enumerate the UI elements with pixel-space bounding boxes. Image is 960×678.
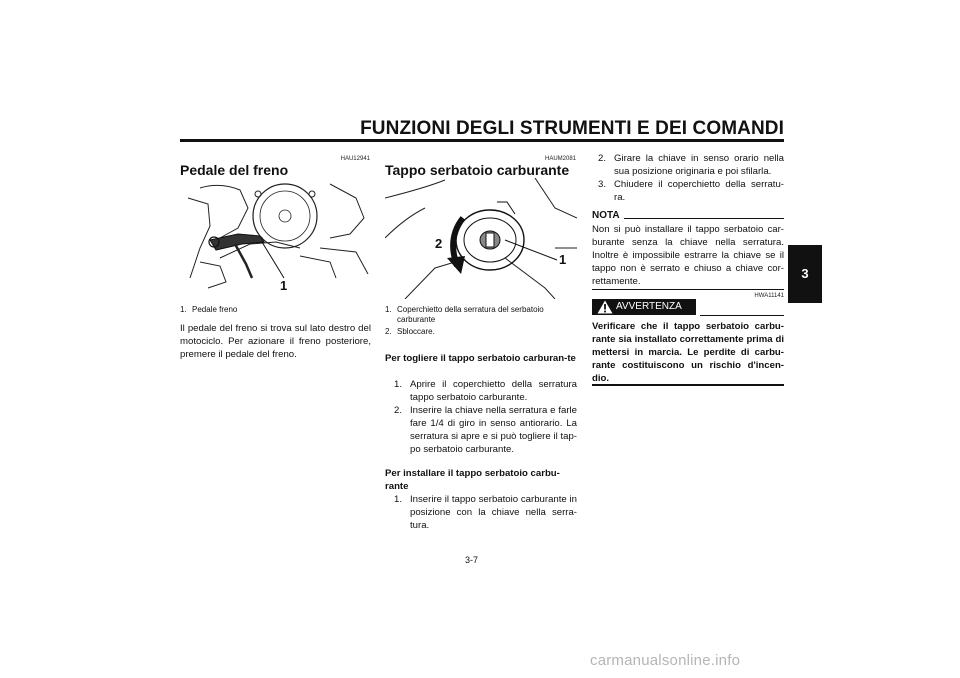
warning-triangle-icon (597, 300, 613, 314)
step-text: Girare la chiave in senso orario nella sua posizione originaria e poi sfilarla. (614, 153, 784, 177)
fuel-cap-figure (385, 178, 577, 299)
step-number: 1. (394, 379, 403, 390)
warning-end-rule (592, 384, 784, 386)
subheading-remove-cap: Per togliere il tappo serbatoio carburan-te (385, 353, 576, 364)
figure-caption (180, 305, 370, 315)
step-text: Inserire la chiave nella serratura e farle fare 1/4 di giro in senso antiorario. La serratura si apre e si può togliere il tap-po serbatoio carburante. (410, 405, 577, 455)
caption-number: 1. (385, 305, 392, 314)
warning-text: Verificare che il tappo serbatoio carbu-rante sia installato correttamente prima di mettersi in marcia. Le perdite di carbu-rante costituiscono un rischio d'incen-dio. (592, 321, 784, 384)
step-number: 3. (598, 179, 607, 190)
brake-pedal-paragraph: Il pedale del freno si trova sul lato destro del motociclo. Per azionare il freno posteriore, premere il pedale del freno. (180, 323, 371, 360)
step-number: 1. (394, 494, 403, 505)
page-number: 3-7 (465, 555, 479, 565)
section-title-brake-pedal: Pedale del freno (180, 162, 289, 178)
caption-number: 1. (180, 305, 187, 314)
watermark: carmanualsonline.info (590, 652, 741, 669)
caption-number: 2. (385, 327, 392, 336)
remove-steps (394, 378, 577, 456)
install-steps (394, 493, 577, 532)
chapter-tab: 3 (788, 245, 822, 303)
figure-callout-2: 2 (435, 236, 443, 251)
section-title-fuel-cap: Tappo serbatoio carburante (385, 162, 570, 178)
step-item (394, 493, 577, 532)
section-code: HAUM2081 (544, 156, 576, 162)
step-text: Chiudere il coperchietto della serratu-ra. (614, 179, 784, 203)
step-text: Aprire il coperchietto della serratura tappo serbatoio carburante. (410, 379, 577, 403)
caption-text: Sbloccare. (397, 327, 435, 336)
step-number: 2. (598, 153, 607, 164)
step-text: Inserire il tappo serbatoio carburante in posizione con la chiave nella serra-tura. (410, 494, 577, 531)
caption-item (385, 305, 577, 325)
note-rule (624, 218, 784, 219)
step-item (598, 152, 784, 178)
step-number: 2. (394, 405, 403, 416)
figure-caption (385, 305, 577, 337)
caption-item (180, 305, 370, 315)
header-rule (180, 139, 784, 142)
caption-text: Coperchietto della serratura del serbatoio carburante (397, 305, 544, 324)
install-steps-continued (598, 152, 784, 204)
section-code: HAU12941 (340, 156, 370, 162)
brake-pedal-figure (180, 178, 370, 296)
step-item (598, 178, 784, 204)
warning-header (592, 299, 696, 315)
figure-callout-1: 1 (280, 278, 288, 293)
note-end-rule (592, 289, 784, 290)
page-title: FUNZIONI DEGLI STRUMENTI E DEI COMANDI (360, 118, 784, 139)
figure-callout-1: 1 (559, 252, 567, 267)
caption-item (385, 327, 577, 337)
warning-code: HWA11141 (754, 293, 784, 299)
step-item (394, 378, 577, 404)
step-item (394, 404, 577, 456)
subheading-install-cap: Per installare il tappo serbatoio carbu-rante (385, 468, 560, 492)
warning-rule (700, 315, 784, 316)
caption-text: Pedale freno (192, 305, 238, 314)
warning-label: AVVERTENZA (616, 301, 682, 312)
note-label: NOTA (592, 210, 620, 221)
note-text: Non si può installare il tappo serbatoio car-burante senza la chiave nella serratura. Inoltre è impossibile estrarre la chiave se il tappo non è serrato e chiuso a chiave cor-rettamente. (592, 224, 784, 287)
